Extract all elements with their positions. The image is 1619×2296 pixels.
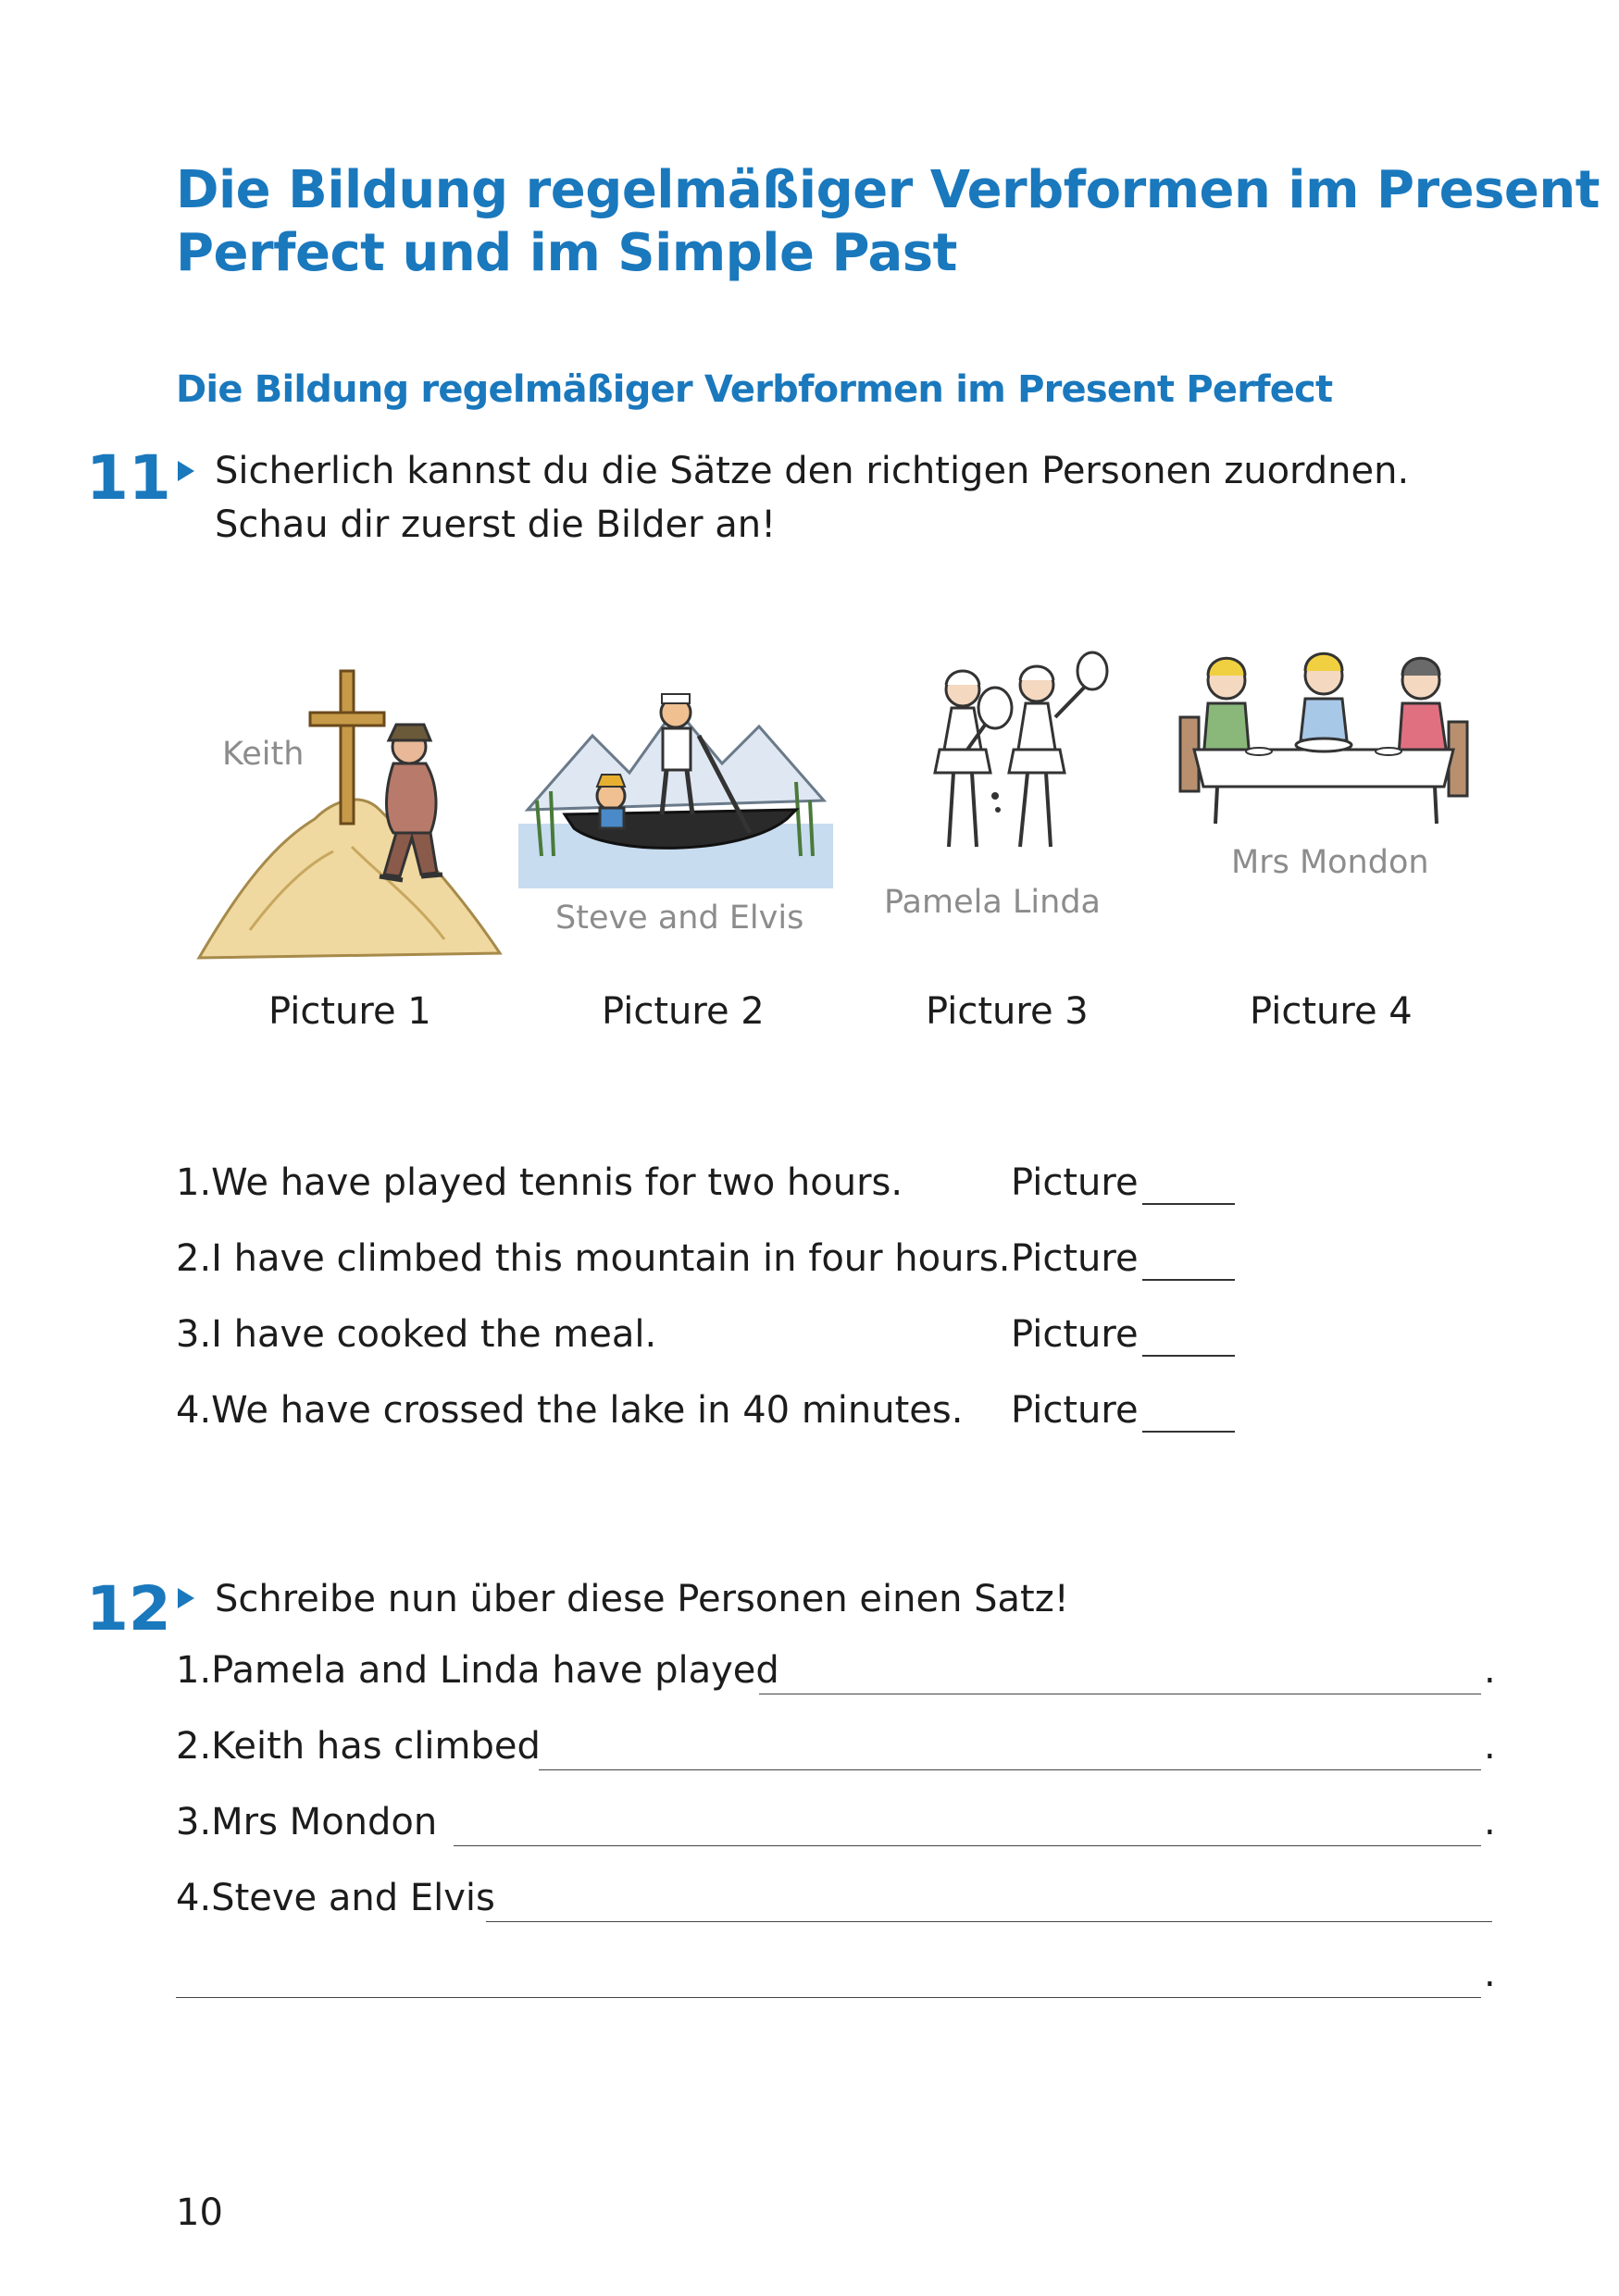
picture-2-label: Picture 2 — [602, 990, 765, 1033]
exercise-12-instruction: Schreibe nun über diese Personen einen Satz! — [215, 1578, 1069, 1620]
answer-label: Picture — [1011, 1313, 1139, 1356]
sentence-end: . — [1484, 1953, 1496, 1995]
prompt-text: Keith has climbed — [211, 1725, 541, 1768]
prompt-number: 1. — [176, 1649, 212, 1692]
answer-line-5[interactable] — [176, 1997, 1481, 1998]
sentence-number: 3. — [176, 1313, 212, 1356]
answer-label: Picture — [1011, 1237, 1139, 1280]
sentence-number: 4. — [176, 1389, 212, 1432]
sentence-text: I have cooked the meal. — [211, 1313, 657, 1356]
play-triangle-icon — [178, 461, 194, 481]
prompt-text: Mrs Mondon — [211, 1801, 438, 1843]
page-title-line-2: Perfect und im Simple Past — [176, 223, 957, 283]
page-title-line-1: Die Bildung regelmäßiger Verbformen im Present — [176, 160, 1600, 220]
prompt-row — [176, 1801, 437, 1843]
page-number: 10 — [176, 2191, 223, 2234]
sentence-text: We have played tennis for two hours. — [211, 1161, 903, 1204]
tennis-players-illustration — [916, 648, 1129, 870]
sentence-number: 1. — [176, 1161, 212, 1204]
sentence-row — [176, 1389, 963, 1432]
exercise-11-instruction — [215, 444, 1409, 552]
prompt-row — [176, 1649, 779, 1692]
answer-label: Picture — [1011, 1389, 1139, 1432]
picture-4-name: Mrs Mondon — [1231, 844, 1429, 881]
answer-line-3[interactable] — [454, 1845, 1481, 1846]
exercise-number-12: 12 — [86, 1573, 171, 1644]
picture-3-label: Picture 3 — [926, 990, 1089, 1033]
picture-1-name: Keith — [222, 736, 305, 773]
page-title — [176, 159, 1600, 285]
answer-blank-1[interactable] — [1142, 1203, 1235, 1205]
sentence-row — [176, 1237, 1010, 1280]
sentence-end: . — [1484, 1725, 1496, 1768]
prompt-text: Steve and Elvis — [211, 1877, 495, 1919]
prompt-row — [176, 1877, 495, 1919]
prompt-number: 4. — [176, 1877, 212, 1919]
prompt-row — [176, 1725, 541, 1768]
answer-blank-2[interactable] — [1142, 1279, 1235, 1281]
prompt-number: 3. — [176, 1801, 212, 1843]
answer-blank-3[interactable] — [1142, 1355, 1235, 1357]
prompt-text: Pamela and Linda have played — [211, 1649, 779, 1692]
section-heading: Die Bildung regelmäßiger Verbformen im Present Perfect — [176, 368, 1333, 411]
sentence-row — [176, 1161, 903, 1204]
sentence-text: We have crossed the lake in 40 minutes. — [211, 1389, 964, 1432]
answer-label: Picture — [1011, 1161, 1139, 1204]
picture-3-name: Pamela Linda — [884, 884, 1101, 921]
play-triangle-icon — [178, 1588, 194, 1608]
dinner-table-illustration — [1171, 648, 1476, 833]
instruction-line-1: Sicherlich kannst du die Sätze den richtigen Personen zuordnen. — [215, 450, 1410, 492]
mountain-climber-illustration — [194, 662, 509, 967]
picture-1-label: Picture 1 — [268, 990, 431, 1033]
sentence-number: 2. — [176, 1237, 212, 1280]
exercise-number-11: 11 — [86, 442, 171, 514]
sentence-row — [176, 1313, 656, 1356]
sentence-end: . — [1484, 1649, 1496, 1692]
instruction-line-2: Schau dir zuerst die Bilder an! — [215, 503, 777, 546]
answer-line-4[interactable] — [486, 1921, 1492, 1922]
boat-illustration — [518, 671, 833, 893]
answer-line-2[interactable] — [539, 1769, 1481, 1770]
sentence-text: I have climbed this mountain in four hours. — [211, 1237, 1011, 1280]
answer-blank-4[interactable] — [1142, 1431, 1235, 1433]
sentence-end: . — [1484, 1801, 1496, 1843]
picture-2-name: Steve and Elvis — [555, 900, 804, 937]
prompt-number: 2. — [176, 1725, 212, 1768]
picture-4-label: Picture 4 — [1250, 990, 1413, 1033]
